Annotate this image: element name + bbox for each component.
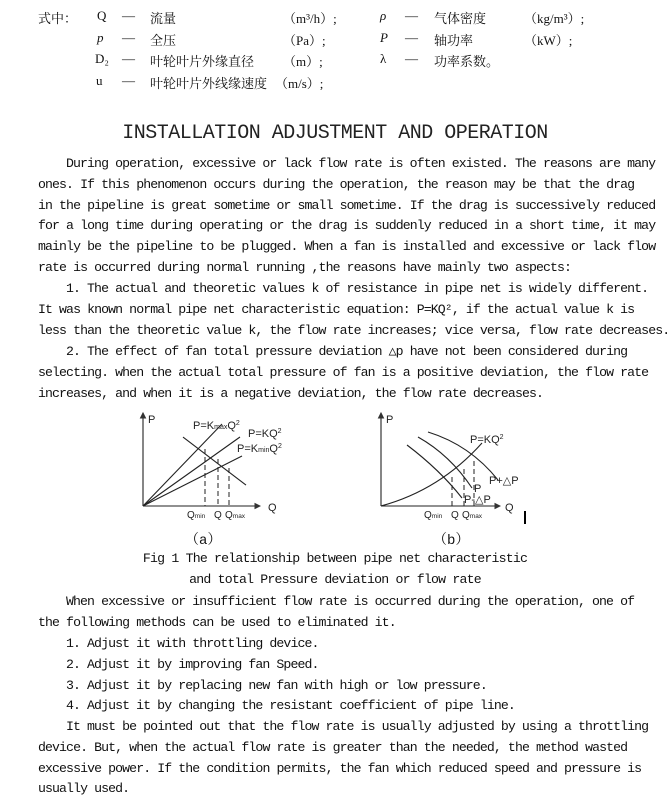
figure-caption-line-1: Fig 1 The relationship between pipe net characteristic (142, 551, 528, 566)
list-item: 3. Adjust it by replacing new fan with high or low pressure. (66, 677, 487, 693)
legend-dash: — (122, 30, 135, 45)
legend-symbol: λ (380, 51, 387, 66)
legend-desc: 流量 (150, 11, 177, 26)
svg-text:P: P (386, 414, 394, 426)
figure-caption-line-2: and total Pressure deviation or flow rate (189, 572, 481, 587)
legend-unit: （m/s）; (275, 76, 324, 91)
svg-text:Q: Q (451, 510, 459, 521)
svg-text:Qmin: Qmin (187, 510, 206, 521)
legend-dash: — (122, 8, 135, 23)
svg-text:Q: Q (214, 510, 222, 521)
text-line: 2. The effect of fan total pressure deviation △p have not been considered during (66, 344, 628, 359)
text-line: rate is occurred during normal running ,the reasons have mainly two aspects: (38, 259, 572, 275)
text-line: selecting. when the actual total pressure of fan is a positive deviation, the flow rate (38, 364, 649, 380)
svg-text:P-△P: P-△P (464, 494, 491, 506)
legend-symbol: D₂ (95, 51, 109, 66)
legend-unit: （kg/m³）; (524, 11, 585, 26)
section-title: INSTALLATION ADJUSTMENT AND OPERATION (122, 122, 548, 145)
figure-b-label: （b） (433, 533, 470, 549)
axis-label-q: Q (268, 502, 277, 514)
svg-text:P=KmaxQ2: P=KmaxQ$^2$ (193, 420, 240, 432)
legend-desc: 叶轮叶片外缘直径 (150, 54, 255, 69)
text-line: for a long time during operating or the drag is suddenly reduced in a short time, it may (38, 218, 656, 234)
list-item: 4. Adjust it by changing the resistant coefficient of pipe line. (66, 698, 515, 714)
legend-desc: 全压 (150, 33, 177, 48)
legend-dash: — (122, 51, 135, 66)
legend-unit: （kW）; (524, 33, 573, 48)
text-line: in the pipeline is great sometime or small sometime. If the drag is successively reduced (38, 197, 656, 213)
text-cursor (524, 511, 526, 524)
legend-desc: 轴功率 (434, 33, 474, 48)
svg-text:P+△P: P+△P (489, 475, 519, 487)
text-line: less than the theoretic value k, the flow rate increases; vice versa, flow rate decreases. (38, 322, 670, 338)
text-line: excessive power. If the condition permits, the fan which reduced speed and pressure is (38, 760, 642, 776)
conclusion-paragraph (38, 717, 649, 800)
legend-dash: — (405, 51, 418, 66)
figure-b (381, 413, 500, 506)
text-line: mainly be the pipeline to be plugged. When a fan is installed and excessive or lack flow (38, 239, 656, 255)
legend-symbol: Q (97, 8, 107, 23)
list-item: 2. Adjust it by improving fan Speed. (66, 656, 319, 672)
svg-text:Qmin: Qmin (424, 510, 443, 521)
legend-unit: （Pa）; (283, 33, 326, 48)
legend-prefix: 式中： (38, 11, 78, 26)
text-line: When excessive or insufficient flow rate is occurred during the operation, one of (66, 594, 635, 609)
legend-symbol: P (380, 30, 388, 45)
text-line: the following methods can be used to eliminated it. (38, 614, 396, 630)
legend-unit: （m）; (283, 54, 323, 69)
legend-dash: — (122, 73, 135, 88)
text-line: 1. The actual and theoretic values k of resistance in pipe net is widely different. (66, 281, 649, 296)
svg-text:P=KQ2: $P=KQ^2$ (470, 434, 504, 446)
legend-unit: （m³/h）; (283, 11, 337, 26)
legend-dash: — (405, 30, 418, 45)
text-line: During operation, excessive or lack flow rate is often existed. The reasons are many (66, 156, 656, 171)
legend-desc: 叶轮叶片外线缘速度 (150, 76, 268, 91)
methods-intro-paragraph (38, 592, 635, 634)
text-line: usually used. (38, 781, 130, 797)
text-line: ones. If this phenomenon occurs during the operation, the reason may be that the drag (38, 176, 635, 192)
svg-text:P: P (474, 483, 482, 495)
list-item: 1. Adjust it with throttling device. (66, 636, 319, 651)
legend-symbol: ρ (380, 8, 387, 23)
methods-list (38, 634, 626, 717)
legend-dash: — (405, 8, 418, 23)
text-line: increases, and when it is a negative deviation, the flow rate decreases. (38, 385, 543, 401)
svg-text:P=KQ2: $P=KQ^2$ (248, 428, 282, 440)
svg-text:Q: Q (505, 502, 514, 514)
svg-text:Qmax: Qmax (462, 510, 483, 521)
axis-label-p: P (148, 414, 156, 426)
text-line: It was known normal pipe net characteristic equation: P=KQ², if the actual value k is (38, 301, 635, 317)
legend-symbol: u (96, 73, 103, 88)
svg-text:Qmax: Qmax (225, 510, 246, 521)
figure-a-label: （a） (185, 533, 222, 549)
legend-desc: 气体密度 (434, 11, 487, 26)
legend-desc: 功率系数。 (434, 54, 500, 69)
svg-text:P=KminQ2: P=KminQ$^2$ (237, 443, 282, 455)
legend-symbol: p (97, 30, 104, 45)
text-line: It must be pointed out that the flow rate is usually adjusted by using a throttling (66, 719, 649, 734)
text-line: device. But, when the actual flow rate is greater than the needed, the method wasted (38, 739, 628, 755)
